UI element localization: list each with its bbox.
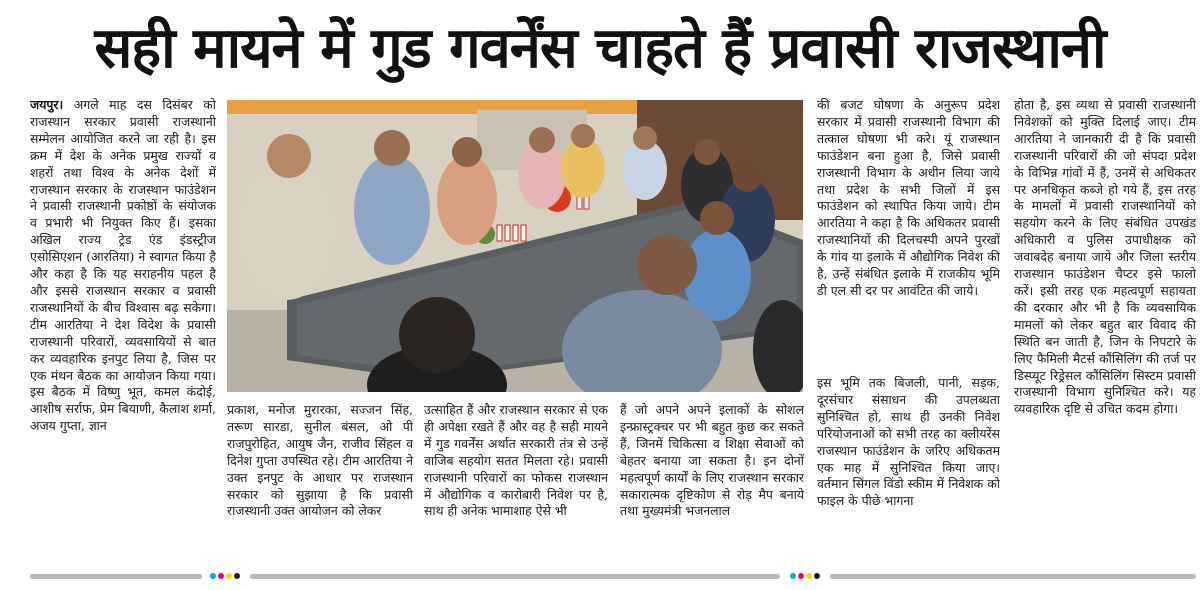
footer-rule-middle bbox=[250, 574, 780, 579]
article-text-col6: होता है, इस व्यथा से प्रवासी राजस्थानी निवेशकों को मुक्ति दिलाई जाए। टीम आरतिया ने जानकारी दी है कि प्रवासी राजस्थानी परिवारों की जो संपदा प्रदेश के विभिन्न गांवों में हैं, उनमें से अधिकतर पर अनधिकृत कब्जे हो गये हैं, इस तरह के मामलों में प्रवासी राजस्थानियों को सहयोग करने के लिए संबंधित उपखंड अधिकारी व पुलिस उपाधीक्षक को जवाबदेह बनाया जाये और जिला स्तरीय राजस्थान फाउंडेशन चैप्टर इसे फालो करें। इसी तरह एक महत्वपूर्ण सहायता की दरकार और भी है कि व्यवसायिक मामलों को लेकर बहुत बार विवाद की स्थिति बन जाती है, जिन के निपटारे के लिए फैमिली मैटर्स कौंसिलिंग की तर्ज पर डिस्प्यूट रिड्रेसल कौंसिलिंग सिस्टम प्रवासी राजस्थानी विभाग सुनिश्चित करे। यह व्यवहारिक दृष्टि से उचित कदम होगा। bbox=[1014, 97, 1196, 417]
article-text-col5b: इस भूमि तक बिजली, पानी, सड़क, दूरसंचार संसाधन की उपलब्धता सुनिश्चित हो, साथ ही उनकी निवेश परियोजनाओं को सभी तरह का क्लीयरेंस राजस्थान फाउंडेशन के जरिए अधिकतम एक माह में सुनिश्चित किया जाए। वर्तमान सिंगल विंडो स्कीम में निवेशक को फाइल के पीछे भागना bbox=[817, 375, 1000, 509]
article-column-5 bbox=[817, 97, 1000, 375]
dateline: जयपुर। bbox=[30, 97, 64, 112]
article-text-col5: की बजट घोषणा के अनुरूप प्रदेश सरकार में प्रवासी राजस्थानी विभाग की तत्काल घोषणा भी करे। यूं राजस्थान फाउंडेशन बना हुआ है, जिसे प्रवासी राजस्थानी विभाग के अधीन लिया जाये तथा प्रदेश के सभी जिलों में इस फाउंडेशन को स्थापित किया जाये। टीम आरतिया ने कहा है कि अधिकतर प्रवासी राजस्थानियों की दिलचस्पी अपने पुरखों के गांव या इलाके में औद्योगिक निवेश की है, उन्हें संबंधित इलाके में राजकीय भूमि डी एल सी दर पर आवंटित की जाये। bbox=[817, 97, 1000, 298]
registration-dot bbox=[814, 573, 820, 579]
registration-dot bbox=[806, 573, 812, 579]
meeting-photo bbox=[227, 100, 803, 392]
footer-rule-left bbox=[30, 574, 202, 579]
article-text-col1: अगले माह दस दिसंबर को राजस्थान सरकार प्रवासी राजस्थानी सम्मेलन आयोजित करने जा रही है। इस क्रम में देश के अनेक प्रमुख राज्यों व शहरों तथा विश्व के अनेक देशों में राजस्थान सरकार के राजस्थान फाउंडेशन ने प्रवासी राजस्थानी प्रकोष्ठों के संयोजक व प्रभारी भी नियुक्त किए हैं। इसका अखिल राज्य ट्रेड एंड इंडस्ट्रीज एसोसिएशन (आरतिया) ने स्वागत किया है और कहा है कि यह सराहनीय पहल है और इससे राजस्थान सरकार व प्रवासी राजस्थानियों के बीच विश्वास बढ़ सकेगा। टीम आरतिया ने देश विदेश के प्रवासी राजस्थानी परिवारों, व्यवसायियों से बात कर व्यवहारिक इनपुट लिया है, जिस पर एक मंथन बैठक का आयोजन किया गया। इस बैठक में विष्णु भूत, कमल कंदोई, आशीष सर्राफ, प्रेम बियाणी, कैलाश शर्मा, अजय गुप्ता, ज्ञान bbox=[30, 97, 216, 434]
article-text-col2: प्रकाश, मनोज मुरारका, सज्जन सिंह, तरूण सारडा, सुनील बंसल, ओ पी राजपुरोहित, आयुष जैन, राजीव सिंहल व दिनेश गुप्ता उपस्थित रहे। टीम आरतिया ने उक्त इनपुट के आधार पर राजस्थान सरकार को सुझाया है कि प्रवासी राजस्थानी उक्त आयोजन को लेकर bbox=[227, 402, 413, 519]
article-column-6 bbox=[1014, 97, 1196, 567]
footer-rule-right bbox=[830, 574, 1196, 579]
registration-dot bbox=[226, 573, 232, 579]
article-column-5-continued bbox=[817, 375, 1000, 567]
registration-dot bbox=[218, 573, 224, 579]
article-column-3 bbox=[424, 402, 608, 567]
article-column-2 bbox=[227, 402, 413, 567]
registration-dot bbox=[798, 573, 804, 579]
article-text-col4: हैं जो अपने अपने इलाकों के सोशल इन्फ्रास्ट्रक्चर पर भी बहुत कुछ कर सकते हैं, जिनमें चिकित्सा व शिक्षा सेवाओं को बेहतर बनाया जा सकता है। इन दोनों महत्वपूर्ण कार्यों के लिए राजस्थान सरकार सकारात्मक दृष्टिकोण से रोड़ मैप बनाये तथा मुख्यमंत्री भजनलाल bbox=[620, 402, 804, 519]
article-text-col3: उत्साहित हैं और राजस्थान सरकार से एक ही अपेक्षा रखते हैं और वह है सही मायने में गुड गवर्नेंस अर्थात सरकारी तंत्र से उन्हें वाजिब सहयोग सतत मिलता रहे। प्रवासी राजस्थानी परिवारों का फोकस राजस्थान में औद्योगिक व कारोबारी निवेश पर है, साथ ही अनेक भामाशाह ऐसे भी bbox=[424, 402, 608, 519]
article-column-4 bbox=[620, 402, 804, 567]
registration-marks-left bbox=[210, 573, 240, 581]
registration-marks-right bbox=[790, 573, 820, 581]
registration-dot bbox=[210, 573, 216, 579]
headline: सही मायने में गुड गवर्नेंस चाहते हैं प्रवासी राजस्थानी bbox=[94, 16, 1106, 81]
meeting-photo-illustration bbox=[227, 100, 803, 392]
article-column-1 bbox=[30, 97, 216, 567]
registration-dot bbox=[790, 573, 796, 579]
registration-dot bbox=[234, 573, 240, 579]
